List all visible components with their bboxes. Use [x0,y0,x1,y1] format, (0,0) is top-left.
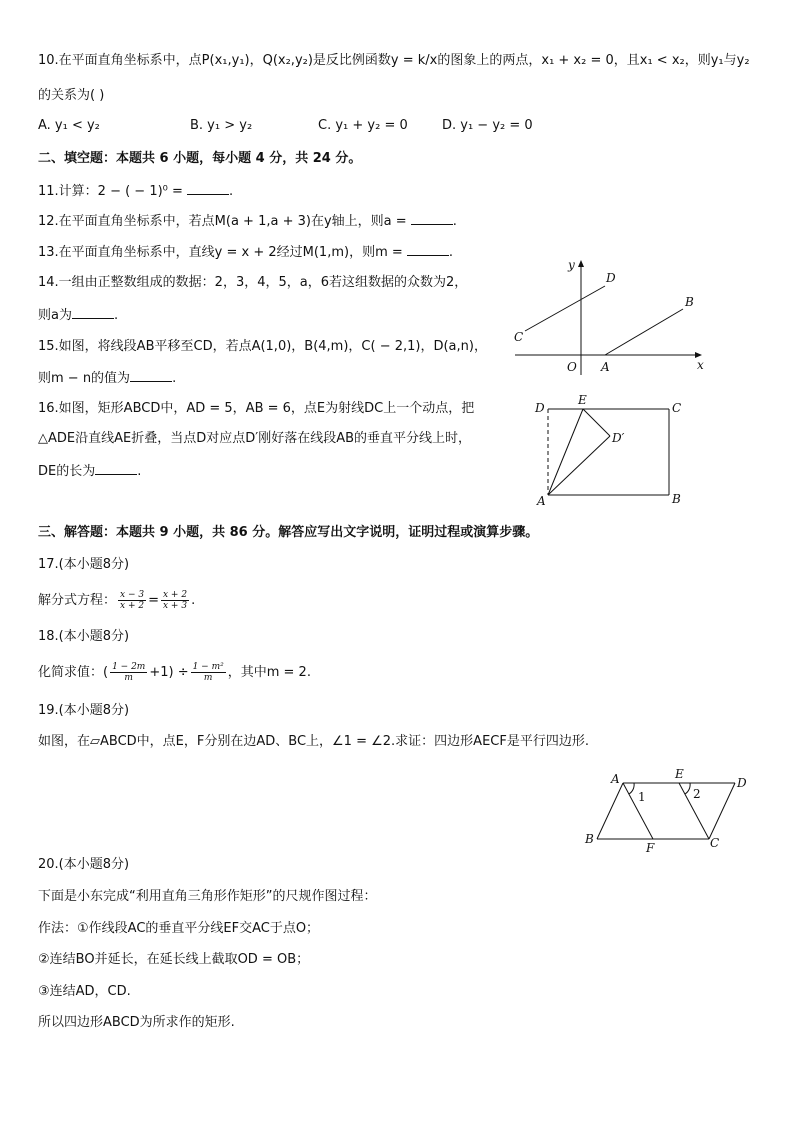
q12 [38,212,457,231]
label-d: D [535,401,545,415]
label-a: A [611,772,620,786]
q12-text: 12.在平面直角坐标系中，若点M(a + 1,a + 3)在y轴上，则a = [38,214,411,229]
q16-line1: 16.如图，矩形ABCD中，AD = 5，AB = 6，点E为射线DC上一个动点，把 [38,401,475,416]
label-c: C [672,401,682,415]
side-ab [597,783,623,839]
q11-end: . [229,184,234,199]
q14-line1: 14.一组由正整数组成的数据：2，3，4，5，a，6若这组数据的众数为2， [38,275,468,290]
segment-cd [525,286,605,331]
y-axis-arrow-icon [578,260,584,267]
q20-intro: 下面是小东完成“利用直角三角形作矩形”的尺规作图过程： [38,889,377,904]
q18-fraction-left-numerator: 1 − 2m [112,662,146,672]
q18-mid: +1) ÷ [149,665,189,680]
q16-blank [95,462,137,475]
section-2-heading: 二、填空题：本题共 6 小题，每小题 4 分，共 24 分。 [38,151,362,166]
figure-q16-rectangle [530,390,690,512]
label-angle-1: 1 [638,790,646,804]
label-angle-2: 2 [693,787,701,801]
label-d: D [606,271,616,285]
q18-fraction-right [191,662,226,683]
q18-fraction-left [110,662,147,683]
label-d: D [737,776,747,790]
label-f: F [646,841,655,855]
q18-fraction-right-numerator: 1 − m² [192,662,224,672]
segment-ed-prime [583,409,610,436]
figure-q19-parallelogram [578,765,756,857]
q10-line1: 10.在平面直角坐标系中，点P(x₁,y₁)，Q(x₂,y₂)是反比例函数y = k/x的图象上的两点，x₁ + x₂ = 0，且x₁ < x₂，则y₁与y₂ [38,53,750,68]
q18-heading: 18.(本小题8分) [38,629,130,644]
q20-heading: 20.(本小题8分) [38,857,130,872]
label-d-prime: D′ [612,431,625,445]
q14-blank [72,306,114,319]
q19-body: 如图，在▱ABCD中，点E，F分别在边AD、BC上，∠1 = ∠2.求证：四边形AECF是平行四边形. [38,734,589,749]
q15-text: 则m − n的值为 [38,371,131,386]
q13 [38,243,453,262]
q17-heading: 17.(本小题8分) [38,557,130,572]
q17-body [38,588,195,614]
angle-1-arc [629,783,634,794]
angle-2-arc [685,783,690,794]
q12-end: . [452,214,457,229]
q17-fraction-right-numerator: x + 2 [163,590,188,600]
label-a: A [601,360,610,374]
side-dc [709,783,735,839]
q17-fraction-right [161,590,189,611]
q11-text: 11.计算：2 − ( − 1)⁰ = [38,184,188,199]
q17-fraction-left-numerator: x − 3 [120,590,145,600]
q17-fraction-left [118,590,146,611]
q11-blank [187,182,229,195]
q10-option-a: A. y₁ < y₂ [38,118,100,133]
label-o: O [567,360,577,374]
q15-blank [130,369,172,382]
q17-fraction-left-denominator: x + 2 [120,601,145,611]
q15-end: . [172,371,177,386]
label-c: C [514,330,524,344]
q17-end: . [191,593,196,608]
q15-line1: 15.如图，将线段AB平移至CD，若点A(1,0)，B(4,m)，C( − 2,1)，D(a,n)， [38,339,487,354]
q14-end: . [113,308,119,323]
label-y: y [568,258,575,272]
q13-end: . [448,245,454,260]
label-c: C [710,836,720,850]
q10-option-b: B. y₁ > y₂ [190,118,253,133]
q16-end: . [137,464,142,479]
segment-ae [548,409,583,495]
q10-option-c: C. y₁ + y₂ = 0 [318,118,408,133]
label-b: B [685,295,694,309]
q18-fraction-left-denominator: m [124,673,133,683]
section-3-heading: 三、解答题：本题共 9 小题，共 86 分。解答应写出文字说明，证明过程或演算步骤。 [38,525,539,540]
label-e: E [578,393,587,407]
q20-step-1: 作法：①作线段AC的垂直平分线EF交AC于点O； [38,921,320,936]
q15-line2 [38,369,176,388]
label-e: E [675,767,684,781]
q10-option-d: D. y₁ − y₂ = 0 [442,118,533,133]
q18-prefix: 化简求值：( [38,665,109,680]
q10-line2: 的关系为( ) [38,88,105,103]
q17-fraction-right-denominator: x + 3 [163,601,188,611]
q16-line2: △ADE沿直线AE折叠，当点D对应点D′刚好落在线段AB的垂直平分线上时， [38,431,472,446]
q18-suffix: ，其中m = 2. [227,665,311,680]
q17-equals: = [148,593,159,608]
q16-line3 [38,462,141,481]
q20-step-2: ②连结BO并延长，在延长线上截取OD = OB； [38,952,310,967]
label-x: x [697,358,704,372]
q20-step-3: ③连结AD，CD. [38,984,131,999]
q18-fraction-right-denominator: m [203,673,213,683]
label-a: A [537,494,546,508]
q18-body [38,660,311,686]
q11 [38,182,233,201]
q16-text: DE的长为 [38,464,96,479]
q19-heading: 19.(本小题8分) [38,703,130,718]
segment-ad-prime [548,436,610,495]
figure-q15-coordinate-plane [505,255,715,380]
q14-line2 [38,306,118,325]
q12-blank [411,212,453,225]
label-b: B [585,832,594,846]
q14-text: 则a为 [38,308,72,323]
q20-conclusion: 所以四边形ABCD为所求作的矩形. [38,1015,235,1030]
q17-prefix: 解分式方程： [38,593,117,608]
q13-text: 13.在平面直角坐标系中，直线y = x + 2经过M(1,m)，则m = [38,245,407,260]
segment-ab [605,309,683,355]
label-b: B [672,492,681,506]
q13-blank [407,243,449,256]
